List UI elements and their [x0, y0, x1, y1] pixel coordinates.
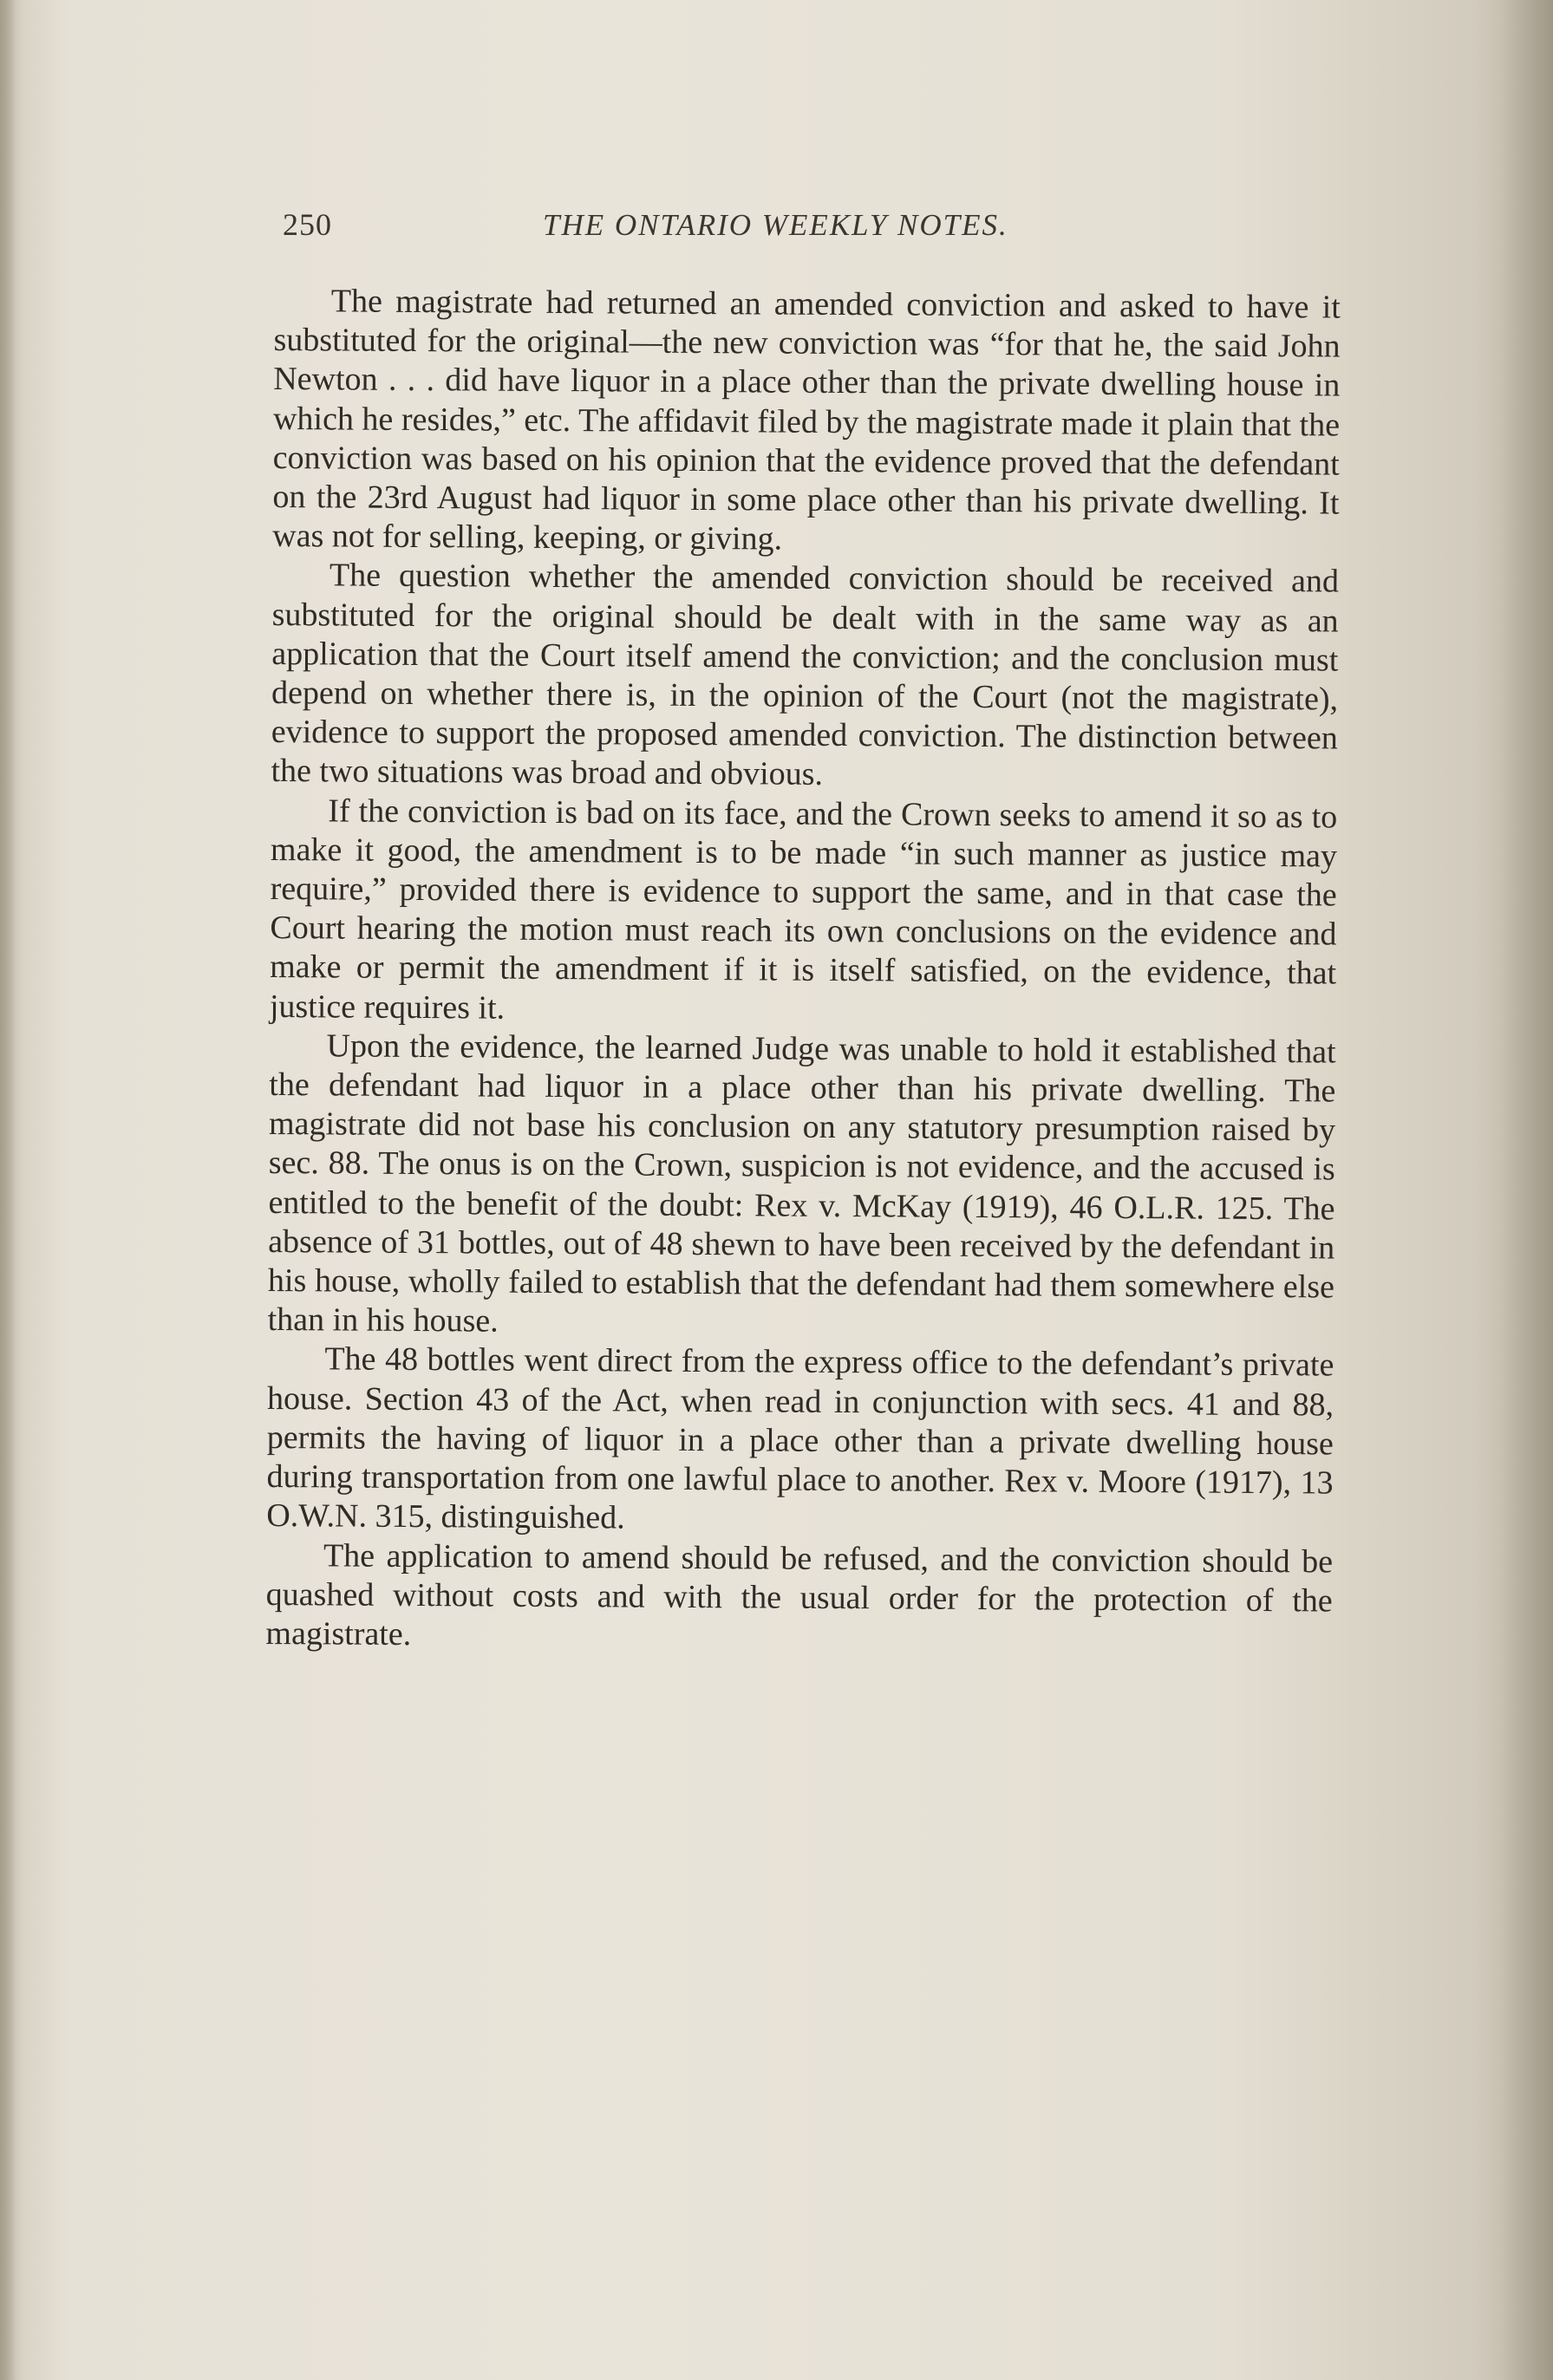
paragraph: The 48 bottles went direct from the express office to the defendant’s private house. Section 43 of the Act, when read in conjunction with secs. 41 and 88, permits the having of liquor in a place other than a private dwelling house during transportation from one lawful place to another. Rex v. Moore (1917), 13 O.W.N. 315, distinguished.	[266, 1340, 1334, 1536]
paragraph: The question whether the amended conviction should be received and substituted for the original should be dealt with in the same way as an application that the Court itself amend the conviction; and the conclusion must depend on whether there is, in the opinion of the Court (not the magistrate), evidence to support the proposed amended conviction. The distinction between the two situations was broad and obvious.	[271, 557, 1340, 793]
paragraph: Upon the evidence, the learned Judge was unable to hold it established that the defendant had liquor in a place other than his private dwelling. The magistrate did not base his conclusion on any statutory presumption raised by sec. 88. The onus is on the Crown, suspicion is not evidence, and the accused is entitled to the benefit of the doubt: Rex v. McKay (1919), 46 O.L.R. 125. The absence of 31 bottles, out of 48 shewn to have been received by the defendant in his house, wholly failed to establish that the defendant had them somewhere else than in his house.	[267, 1027, 1336, 1340]
running-title: THE ONTARIO WEEKLY NOTES.	[543, 208, 1008, 242]
page-binding-shadow	[0, 0, 16, 2380]
paragraph: The magistrate had returned an amended conviction and asked to have it substituted for the original—the new conviction was “for that he, the said John Newton . . . did have liquor in a place other than the private dwelling house in which he resides,” etc. The affidavit filed by the magistrate made it plain that the conviction was based on his opinion that the evidence proved that the defendant on the 23rd August had liquor in some place other than his private dwelling. It was not for selling, keeping, or giving.	[272, 283, 1341, 558]
page-header	[283, 206, 1349, 250]
page-number: 250	[283, 207, 332, 242]
paragraph: The application to amend should be refused, and the conviction should be quashed without costs and with the usual order for the protection of the magistrate.	[265, 1536, 1334, 1653]
paragraph: If the conviction is bad on its face, and the Crown seeks to amend it so as to make it good, the amendment is to be made “in such manner as justice may require,” provided there is evidence to support the same, and in that case the Court hearing the motion must reach its own conclusions on the evidence and make or permit the amendment if it is itself satisfied, on the evidence, that justice requires it.	[269, 792, 1338, 1027]
body-text	[265, 282, 1341, 1660]
